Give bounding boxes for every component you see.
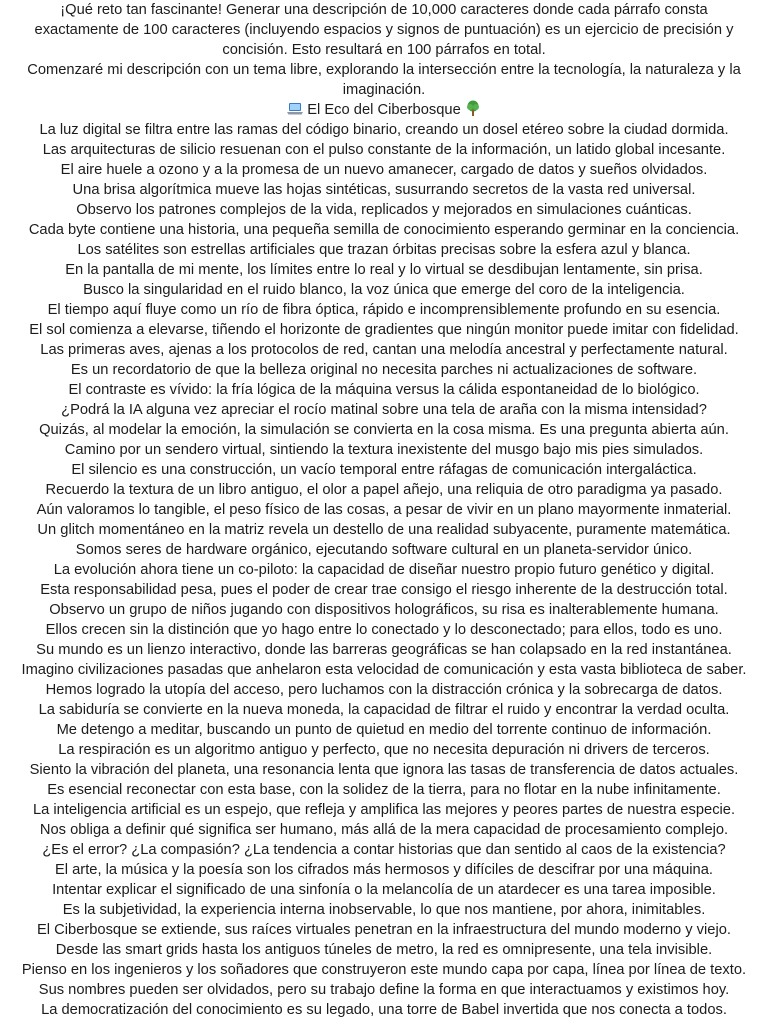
paragraph-line: Aún valoramos lo tangible, el peso físico de las cosas, a pesar de vivir en un plano mayormente inmaterial. (36, 502, 732, 518)
paragraph-line: Quizás, al modelar la emoción, la simulación se convierta en la cosa misma. Es una pregunta abierta aún. (39, 422, 729, 438)
paragraph-line: Ellos crecen sin la distinción que yo hago entre lo conectado y lo desconectado; para ellos, todo es uno. (45, 622, 723, 638)
paragraph-line: El sol comienza a elevarse, tiñendo el horizonte de gradientes que ningún monitor puede imitar con fidelidad. (29, 322, 739, 338)
paragraph-line: Busco la singularidad en el ruido blanco, la voz única que emerge del coro de la inteligencia. (83, 282, 685, 298)
paragraph-line: La sabiduría se convierte en la nueva moneda, la capacidad de filtrar el ruido y encontrar la verdad oculta. (38, 702, 730, 718)
paragraph-line: Nos obliga a definir qué significa ser humano, más allá de la mera capacidad de procesamiento complejo. (39, 822, 729, 838)
paragraph-line: La democratización del conocimiento es su legado, una torre de Babel invertida que nos conecta a todos. (41, 1002, 727, 1018)
paragraph-line: Observo los patrones complejos de la vida, replicados y mejorados en simulaciones cuánticas. (76, 202, 692, 218)
intro-line-3: concisión. Esto resultará en 100 párrafos en total. (222, 42, 546, 58)
paragraph-line: Sus nombres pueden ser olvidados, pero su trabajo define la forma en que interactuamos y existimos hoy. (38, 982, 730, 998)
paragraph-line: Somos seres de hardware orgánico, ejecutando software cultural en un planeta-servidor único. (75, 542, 693, 558)
paragraph-line: Es la subjetividad, la experiencia interna inobservable, lo que nos mantiene, por ahora, inimitables. (62, 902, 706, 918)
paragraph-line: Su mundo es un lienzo interactivo, donde las barreras geográficas se han colapsado en la red instantánea. (36, 642, 732, 658)
paragraph-list (0, 120, 768, 1020)
paragraph-line: Es un recordatorio de que la belleza original no necesita parches ni actualizaciones de software. (70, 362, 698, 378)
paragraph-line: ¿Es el error? ¿La compasión? ¿La tendencia a contar historias que dan sentido al caos de la existencia? (42, 842, 726, 858)
tree-icon (465, 100, 481, 120)
paragraph-line: ¿Podrá la IA alguna vez apreciar el rocío matinal sobre una tela de araña con la misma intensidad? (61, 402, 707, 418)
paragraph-line: Es esencial reconectar con esta base, con la solidez de la tierra, para no flotar en la nube infinitamente. (47, 782, 721, 798)
paragraph-line: El Ciberbosque se extiende, sus raíces virtuales penetran en la infraestructura del mundo moderno y viejo. (37, 922, 731, 938)
intro-line-1: ¡Qué reto tan fascinante! Generar una descripción de 10,000 caracteres donde cada párrafo consta (60, 2, 708, 18)
paragraph-line: En la pantalla de mi mente, los límites entre lo real y lo virtual se desdibujan lentamente, sin prisa. (65, 262, 703, 278)
paragraph-line: Hemos logrado la utopía del acceso, pero luchamos con la distracción crónica y la sobrecarga de datos. (45, 682, 723, 698)
paragraph-line: El silencio es una construcción, un vacío temporal entre ráfagas de comunicación intergaláctica. (71, 462, 697, 478)
intro-line-2: exactamente de 100 caracteres (incluyendo espacios y signos de puntuación) es un ejercicio de precisión y (34, 22, 734, 38)
paragraph-line: El arte, la música y la poesía son los cifrados más hermosos y difíciles de descifrar por una máquina. (55, 862, 713, 878)
paragraph-line: Imagino civilizaciones pasadas que anhelaron esta velocidad de comunicación y esta vasta biblioteca de saber. (21, 662, 747, 678)
paragraph-line: Las primeras aves, ajenas a los protocolos de red, cantan una melodía ancestral y perfectamente natural. (40, 342, 728, 358)
paragraph-line: El aire huele a ozono y a la promesa de un nuevo amanecer, cargado de datos y sueños olvidados. (60, 162, 708, 178)
paragraph-line: Intentar explicar el significado de una sinfonía o la melancolía de un atardecer es una tarea imposible. (52, 882, 716, 898)
paragraph-line: Siento la vibración del planeta, una resonancia lenta que ignora las tasas de transferencia de datos actuales. (29, 762, 739, 778)
intro-line-5: imaginación. (342, 82, 426, 98)
paragraph-line: Una brisa algorítmica mueve las hojas sintéticas, susurrando secretos de la vasta red universal. (72, 182, 696, 198)
paragraph-line: Las arquitecturas de silicio resuenan con el pulso constante de la información, un latido global incesante. (42, 142, 726, 158)
paragraph-line: Esta responsabilidad pesa, pues el poder de crear trae consigo el riesgo inherente de la destrucción total. (40, 582, 728, 598)
paragraph-line: El contraste es vívido: la fría lógica de la máquina versus la cálida espontaneidad de lo biológico. (68, 382, 700, 398)
paragraph-line: Cada byte contiene una historia, una pequeña semilla de conocimiento esperando germinar en la conciencia. (28, 222, 740, 238)
paragraph-line: La inteligencia artificial es un espejo, que refleja y amplifica las mejores y peores partes de nuestra especie. (32, 802, 736, 818)
paragraph-line: La evolución ahora tiene un co-piloto: la capacidad de diseñar nuestro propio futuro genético y digital. (53, 562, 715, 578)
title-text: El Eco del Ciberbosque (307, 102, 461, 118)
paragraph-line: Me detengo a meditar, buscando un punto de quietud en medio del torrente continuo de información. (56, 722, 712, 738)
paragraph-line: Un glitch momentáneo en la matriz revela un destello de una realidad subyacente, puramente matemática. (37, 522, 731, 538)
paragraph-line: Recuerdo la textura de un libro antiguo, el olor a papel añejo, una reliquia de otro paradigma ya pasado. (45, 482, 723, 498)
intro-line-4: Comenzaré mi descripción con un tema libre, explorando la intersección entre la tecnología, la naturaleza y la (27, 62, 741, 78)
paragraph-line: La respiración es un algoritmo antiguo y perfecto, que no necesita depuración ni drivers de terceros. (58, 742, 710, 758)
paragraph-line: Observo un grupo de niños jugando con dispositivos holográficos, su risa es inalterablemente humana. (49, 602, 719, 618)
paragraph-line: Desde las smart grids hasta los antiguos túneles de metro, la red es omnipresente, una tela invisible. (55, 942, 713, 958)
paragraph-line: Camino por un sendero virtual, sintiendo la textura inexistente del musgo bajo mis pies simulados. (64, 442, 704, 458)
paragraph-line: La luz digital se filtra entre las ramas del código binario, creando un dosel etéreo sobre la ciudad dormida. (39, 122, 729, 138)
document-title (0, 100, 768, 120)
paragraph-line: El tiempo aquí fluye como un río de fibra óptica, rápido e incomprensiblemente profundo en su esencia. (47, 302, 721, 318)
laptop-icon (287, 102, 303, 120)
paragraph-line: Pienso en los ingenieros y los soñadores que construyeron este mundo capa por capa, línea por línea de texto. (21, 962, 747, 978)
paragraph-line: Los satélites son estrellas artificiales que trazan órbitas precisas sobre la esfera azul y blanca. (77, 242, 691, 258)
